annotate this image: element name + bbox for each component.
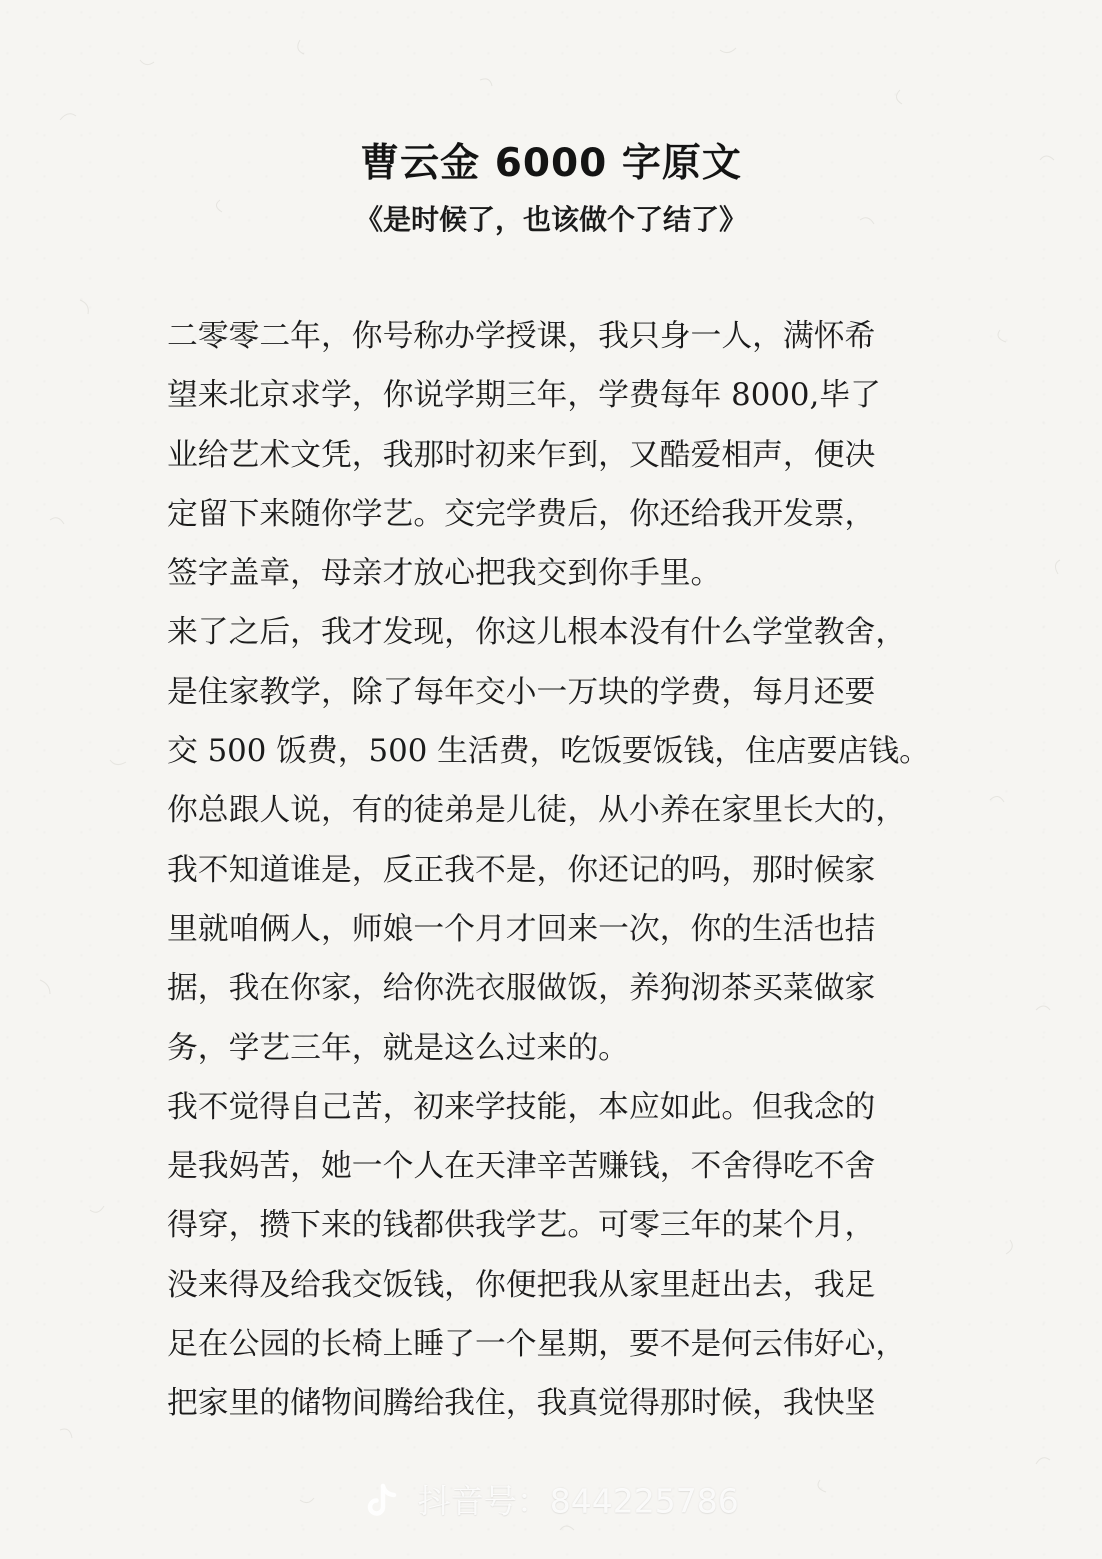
text-line: 务，学艺三年，就是这么过来的。 (167, 1029, 629, 1066)
document-title: 曹云金 6000 字原文 (360, 141, 742, 186)
douyin-logo-icon (363, 1482, 399, 1522)
document-header (0, 138, 1102, 240)
text-line: 里就咱俩人，师娘一个月才回来一次，你的生活也拮 (167, 910, 876, 947)
text-line: 你总跟人说，有的徒弟是儿徒，从小养在家里长大的， (167, 792, 907, 829)
text-line: 据，我在你家，给你洗衣服做饭，养狗沏茶买菜做家 (167, 970, 876, 1007)
text-line: 是我妈苦，她一个人在天津辛苦赚钱，不舍得吃不舍 (167, 1148, 876, 1185)
text-line: 二零零二年，你号称办学授课，我只身一人，满怀希 (167, 318, 876, 354)
text-line: 定留下来随你学艺。交完学费后，你还给我开发票， (167, 495, 876, 532)
text-line: 足在公园的长椅上睡了一个星期，要不是何云伟好心， (167, 1326, 907, 1363)
text-line: 是住家教学，除了每年交小一万块的学费，每月还要 (167, 673, 876, 710)
text-line: 交 500 饭费，500 生活费，吃饭要饭钱，住店要店钱。 (167, 733, 930, 770)
text-line: 来了之后，我才发现，你这儿根本没有什么学堂教舍， (167, 614, 907, 651)
text-line: 没来得及给我交饭钱，你便把我从家里赶出去，我足 (167, 1266, 876, 1303)
text-line: 把家里的储物间腾给我住，我真觉得那时候，我快坚 (167, 1385, 876, 1422)
text-line: 得穿，攒下来的钱都供我学艺。可零三年的某个月， (167, 1207, 876, 1244)
text-line: 望来北京求学，你说学期三年，学费每年 8000,毕了 (167, 377, 881, 414)
watermark-text: 抖音号：844225786 (417, 1481, 739, 1521)
text-line: 我不知道谁是，反正我不是，你还记的吗，那时候家 (167, 851, 876, 888)
text-line: 业给艺术文凭，我那时初来乍到，又酷爱相声，便决 (167, 436, 876, 473)
article-body (167, 307, 939, 1434)
text-line: 我不觉得自己苦，初来学技能，本应如此。但我念的 (167, 1088, 876, 1125)
document-subtitle: 《是时候了，也该做个了结了》 (354, 203, 747, 236)
watermark (0, 1478, 1102, 1524)
text-line: 签字盖章，母亲才放心把我交到你手里。 (167, 555, 722, 592)
